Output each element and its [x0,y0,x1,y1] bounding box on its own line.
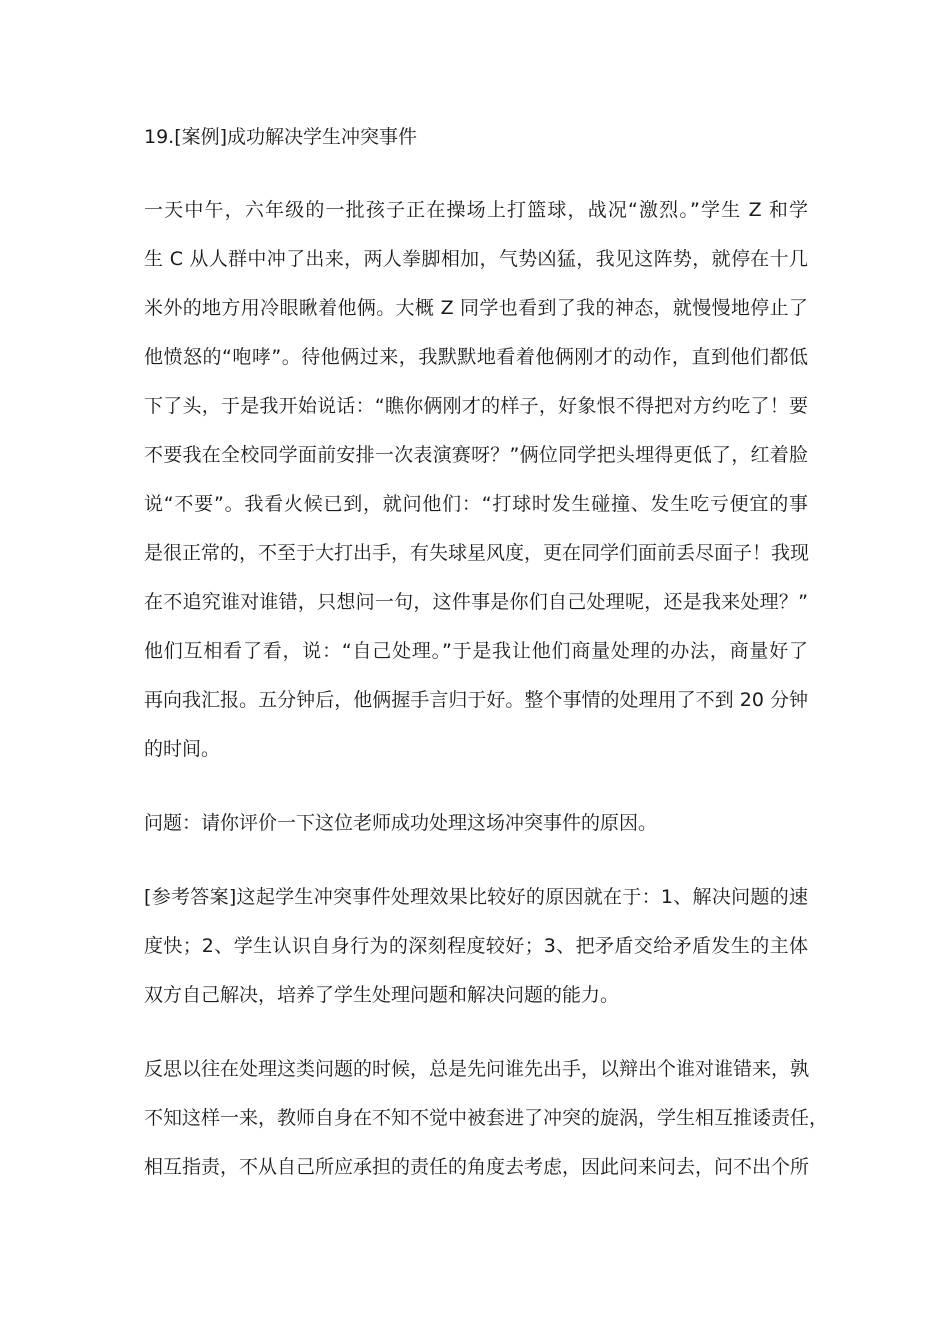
answer-line: 双方自己解决，培养了学生处理问题和解决问题的能力。 [144,984,620,1006]
paragraph-line: 他愤怒的“咆哮”。待他俩过来，我默默地看着他俩刚才的动作，直到他们都低 [144,346,808,368]
reflection-line: 不知这样一来，教师自身在不知不觉中被套进了冲突的旋涡，学生相互推诿责任， [144,1107,829,1129]
paragraph-line: 生 C 从人群中冲了出来，两人拳脚相加，气势凶猛，我见这阵势，就停在十几 [144,248,808,270]
answer-line: [参考答案]这起学生冲突事件处理效果比较好的原因就在于：1、解决问题的速 [144,886,808,908]
paragraph-line: 下了头，于是我开始说话：“瞧你俩刚才的样子，好象恨不得把对方约吃了！要 [144,395,808,417]
paragraph-line: 米外的地方用冷眼瞅着他俩。大概 Z 同学也看到了我的神态，就慢慢地停止了 [144,297,808,319]
paragraph-line: 不要我在全校同学面前安排一次表演赛呀？”俩位同学把头埋得更低了，红着脸 [144,444,808,466]
paragraph-line: 在不追究谁对谁错，只想问一句，这件事是你们自己处理呢，还是我来处理？” [144,591,808,613]
paragraph-line: 的时间。 [144,738,221,760]
paragraph-line: 说“不要”。我看火候已到，就问他们：“打球时发生碰撞、发生吃亏便宜的事 [144,493,808,515]
paragraph-line: 再向我汇报。五分钟后，他俩握手言归于好。整个事情的处理用了不到 20 分钟 [144,689,808,711]
paragraph-line: 是很正常的，不至于大打出手，有失球星风度，更在同学们面前丢尽面子！我现 [144,542,810,564]
paragraph-line: 他们互相看了看，说：“自己处理。”于是我让他们商量处理的办法，商量好了 [144,640,808,662]
reflection-line: 反思以往在处理这类问题的时候，总是先问谁先出手，以辩出个谁对谁错来，孰 [144,1058,810,1080]
reflection-line: 相互指责，不从自己所应承担的责任的角度去考虑，因此问来问去，问不出个所 [144,1156,810,1178]
paragraph-line: 一天中午，六年级的一批孩子正在操场上打篮球，战况“激烈。”学生 Z 和学 [144,199,808,221]
case-title: 19.[案例]成功解决学生冲突事件 [144,126,418,148]
answer-line: 度快；2、学生认识自身行为的深刻程度较好；3、把矛盾交给矛盾发生的主体 [144,935,808,957]
question-text: 问题：请你评价一下这位老师成功处理这场冲突事件的原因。 [144,812,658,834]
